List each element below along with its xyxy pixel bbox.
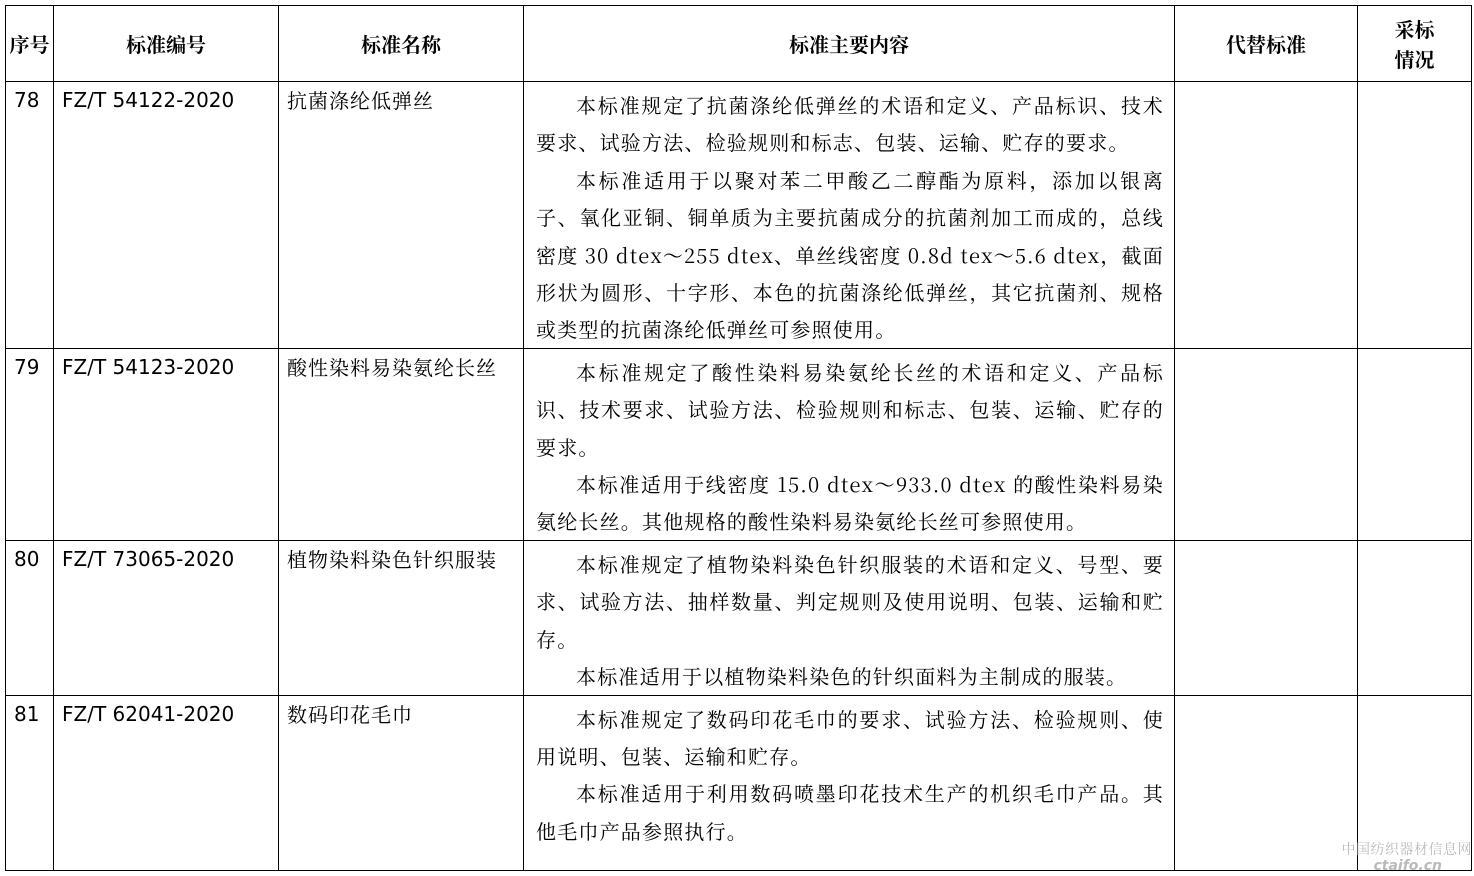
content-paragraph: 本标准规定了植物染料染色针织服装的术语和定义、号型、要求、试验方法、抽样数量、判定规则及使用说明、包装、运输和贮存。	[536, 548, 1164, 653]
replaces-cell	[1175, 695, 1358, 871]
adoption-cell	[1358, 540, 1472, 695]
row-number: 79	[6, 348, 54, 540]
standard-content	[524, 540, 1175, 695]
content-paragraph: 本标准规定了数码印花毛巾的要求、试验方法、检验规则、使用说明、包装、运输和贮存。	[536, 703, 1164, 770]
header-seq: 序号	[6, 6, 54, 82]
table-row	[6, 695, 1472, 871]
content-paragraph: 本标准规定了酸性染料易染氨纶长丝的术语和定义、产品标识、技术要求、试验方法、检验规则和标志、包装、运输、贮存的要求。	[536, 356, 1164, 461]
standards-table	[5, 5, 1472, 871]
standard-name: 数码印花毛巾	[279, 695, 524, 871]
content-paragraph: 本标准适用于以聚对苯二甲酸乙二醇酯为原料，添加以银离子、氧化亚铜、铜单质为主要抗菌成分的抗菌剂加工而成的，总线密度 30 dtex～255 dtex、单丝线密度 0.8d tex～5.6 dtex，截面形状为圆形、十字形、本色的抗菌涤纶低弹丝，其它抗菌剂、规格或类型的抗菌涤纶低弹丝可参照使用。	[536, 164, 1164, 344]
content-paragraph: 本标准适用于以植物染料染色的针织面料为主制成的服装。	[576, 661, 1128, 691]
table-row	[6, 540, 1472, 695]
replaces-cell	[1175, 540, 1358, 695]
table-row	[6, 82, 1472, 349]
standard-content	[524, 348, 1175, 540]
table-row	[6, 348, 1472, 540]
standard-name: 酸性染料易染氨纶长丝	[279, 348, 524, 540]
header-code: 标准编号	[54, 6, 279, 82]
replaces-cell	[1175, 82, 1358, 349]
standard-code: FZ/T 54122-2020	[54, 82, 279, 349]
header-replaces: 代替标准	[1175, 6, 1358, 82]
standard-code: FZ/T 54123-2020	[54, 348, 279, 540]
content-paragraph: 本标准规定了抗菌涤纶低弹丝的术语和定义、产品标识、技术要求、试验方法、检验规则和标志、包装、运输、贮存的要求。	[536, 90, 1164, 157]
site-watermark	[1342, 842, 1473, 874]
adoption-cell	[1358, 348, 1472, 540]
header-content: 标准主要内容	[524, 6, 1175, 82]
header-name: 标准名称	[279, 6, 524, 82]
row-number: 81	[6, 695, 54, 871]
row-number: 80	[6, 540, 54, 695]
replaces-cell	[1175, 348, 1358, 540]
header-row	[6, 6, 1472, 82]
adoption-cell	[1358, 82, 1472, 349]
content-paragraph: 本标准适用于利用数码喷墨印花技术生产的机织毛巾产品。其他毛巾产品参照执行。	[536, 778, 1164, 845]
standard-content	[524, 82, 1175, 349]
standard-code: FZ/T 62041-2020	[54, 695, 279, 871]
standard-code: FZ/T 73065-2020	[54, 540, 279, 695]
row-number: 78	[6, 82, 54, 349]
standard-name: 抗菌涤纶低弹丝	[279, 82, 524, 349]
standard-content	[524, 695, 1175, 871]
content-paragraph: 本标准适用于线密度 15.0 dtex～933.0 dtex 的酸性染料易染氨纶长丝。其他规格的酸性染料易染氨纶长丝可参照使用。	[536, 469, 1164, 536]
watermark-domain: ctaifo.cn	[1373, 858, 1442, 874]
watermark-site-name: 中国纺织器材信息网	[1341, 842, 1472, 858]
standard-name: 植物染料染色针织服装	[279, 540, 524, 695]
header-adoption: 采标情况	[1358, 6, 1472, 82]
